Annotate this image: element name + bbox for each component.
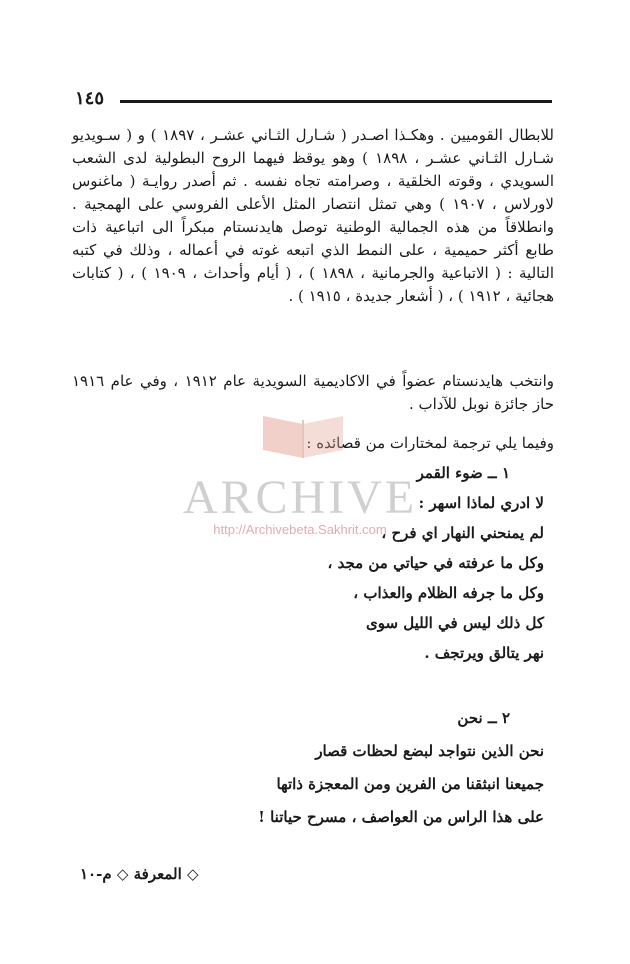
page-footer: ◇ المعرفة ◇ م-١٠ xyxy=(80,865,199,883)
watermark-url: http://Archivebeta.Sakhrit.com xyxy=(213,522,387,537)
poem-line: لا ادري لماذا اسهر : xyxy=(418,494,544,512)
paragraph-text: وفيما يلي ترجمة لمختارات من قصائده : xyxy=(306,434,554,452)
poem-line: وكل ما عرفته في حياتي من مجد ، xyxy=(327,554,544,572)
poem-line: لم يمنحني النهار اي فرح ، xyxy=(381,524,544,542)
body-paragraph-3 xyxy=(72,432,554,455)
poem-line: نحن الذين نتواجد لبضع لحظات قصار xyxy=(315,742,544,760)
poem-line: على هذا الراس من العواصف ، مسرح حياتنا ! xyxy=(258,808,544,826)
poem-heading: ١ ــ ضوء القمر xyxy=(416,464,510,482)
paragraph-text: وانتخب هايدنستام عضواً في الاكاديمية السويدية عام ١٩١٢ ، وفي عام ١٩١٦ حاز جائزة نوبل للآداب . xyxy=(72,372,555,413)
poem-we xyxy=(164,702,544,834)
header-rule xyxy=(120,100,552,103)
poem-line: نهر يتالق ويرتجف . xyxy=(424,644,544,662)
poem-line: كل ذلك ليس في الليل سوى xyxy=(365,614,544,632)
paragraph-text: للابطال القوميين . وهكـذا اصـدر ( شـارل الثـاني عشـر ، ١٨٩٧ ) و ( سـويديو شـارل الثـاني عشـر ، ١٨٩٨ ) وهو يوقظ فيهما الروح البطولية لدى الشعب السويدي ، وقوته الخلقية ، وصرامته تجاه نفسه . ثم أصدر روايـة ( ماغنوس لاورلاس ، ١٩٠٧ ) وهي تمثل انتصار المثل الأعلى الفروسي على الهمجية . وانطلاقاً من هذه الجمالية الوطنية توصل هايدنستام مبكراً الى اتباعية ذات طابع أكثر حميمية ، على النمط الذي اتبعه غوته في أعماله ، وذلك في كتبه التالية : ( الاتباعية والجرمانية ، ١٨٩٨ ) ، ( أيام وأحداث ، ١٩٠٩ ) ، ( كتابات هجائية ، ١٩١٢ ) ، ( أشعار جديدة ، ١٩١٥ ) . xyxy=(72,126,555,305)
poem-heading: ٢ ــ نحن xyxy=(457,709,510,727)
body-paragraph-1 xyxy=(72,124,554,308)
poem-moonlight xyxy=(164,458,544,668)
body-paragraph-2 xyxy=(72,370,554,416)
page-number: ١٤٥ xyxy=(75,88,105,109)
watermark-title: ARCHIVE xyxy=(182,471,418,524)
poem-line: وكل ما جرفه الظلام والعذاب ، xyxy=(353,584,544,602)
poem-line: جميعنا انبثقنا من الفرين ومن المعجزة ذاتها xyxy=(276,775,544,793)
